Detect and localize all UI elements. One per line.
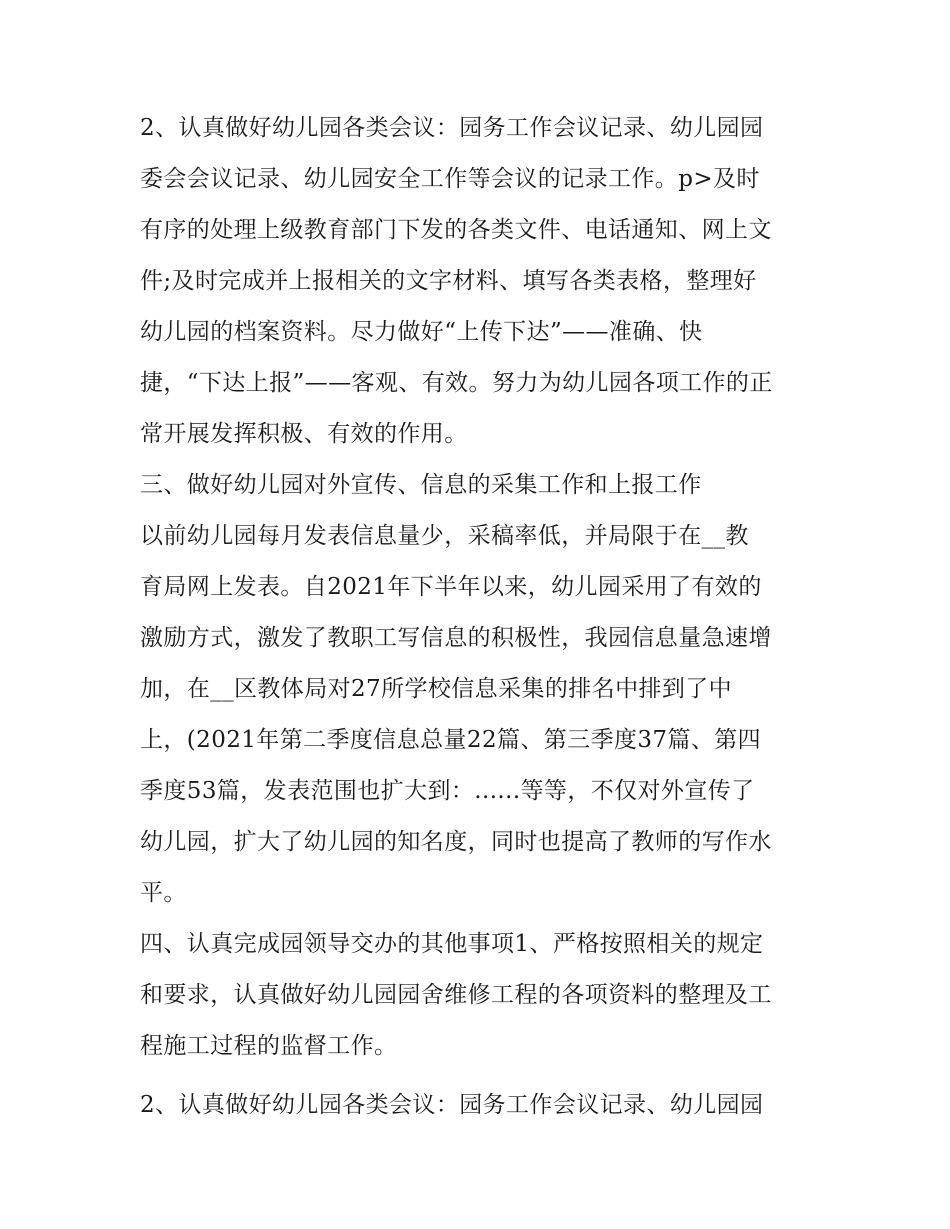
document-body — [140, 103, 830, 1131]
text-line: 上，(2021年第二季度信息总量22篇、第三季度37篇、第四 — [140, 727, 762, 753]
text-line: 2、认真做好幼儿园各类会议：园务工作会议记录、幼儿园园 — [140, 1092, 764, 1118]
text-line: 有序的处理上级教育部门下发的各类文件、电话通知、网上文 — [140, 217, 772, 243]
text-line: 和要求，认真做好幼儿园园舍维修工程的各项资料的整理及工 — [140, 982, 772, 1008]
section-heading: 四、认真完成园领导交办的其他事项1、严格按照相关的规定 — [140, 931, 764, 957]
text-line: 委会会议记录、幼儿园安全工作等会议的记录工作。p>及时 — [140, 166, 760, 192]
text-line: 常开展发挥积极、有效的作用。 — [140, 421, 468, 447]
section-heading: 三、做好幼儿园对外宣传、信息的采集工作和上报工作 — [140, 472, 702, 498]
text-line: 幼儿园的档案资料。尽力做好“上传下达”——准确、快 — [140, 319, 703, 345]
text-line: 激励方式，激发了教职工写信息的积极性，我园信息量急速增 — [140, 625, 772, 651]
text-line: 季度53篇，发表范围也扩大到：......等等，不仅对外宣传了 — [140, 778, 755, 804]
text-line: 捷，“下达上报”——客观、有效。努力为幼儿园各项工作的正 — [140, 370, 773, 396]
text-line: 育局网上发表。自2021年下半年以来，幼儿园采用了有效的 — [140, 574, 762, 600]
text-line: 2、认真做好幼儿园各类会议：园务工作会议记录、幼儿园园 — [140, 115, 764, 141]
text-line: 幼儿园，扩大了幼儿园的知名度，同时也提高了教师的写作水 — [140, 829, 772, 855]
text-line: 平。 — [140, 880, 187, 906]
text-line: 件;及时完成并上报相关的文字材料、填写各类表格，整理好 — [140, 268, 757, 294]
text-line: 程施工过程的监督工作。 — [140, 1033, 398, 1059]
text-line: 加，在__区教体局对27所学校信息采集的排名中排到了中 — [140, 676, 733, 702]
text-line: 以前幼儿园每月发表信息量少，采稿率低，并局限于在__教 — [140, 523, 749, 549]
paragraph-gap — [140, 1072, 830, 1080]
